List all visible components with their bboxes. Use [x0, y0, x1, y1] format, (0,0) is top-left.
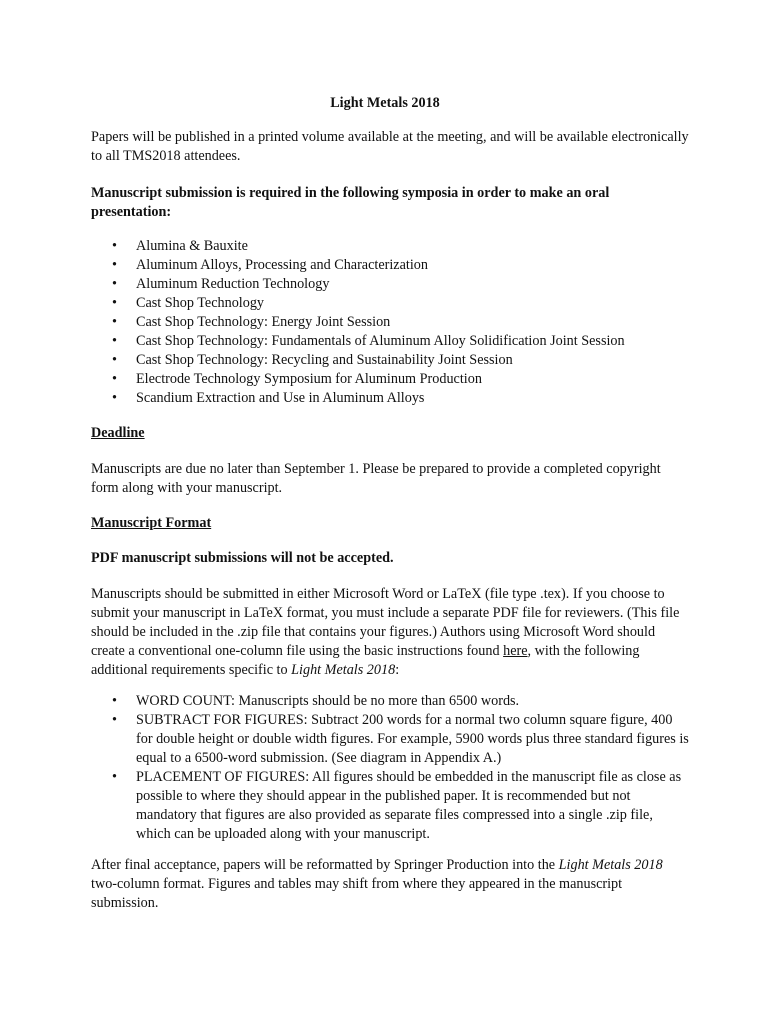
list-item: • PLACEMENT OF FIGURES: All figures should be embedded in the manuscript file as close as possible to where they should appear in the published paper. It is recommended but not mandatory that figures are also provided as separate files compressed into a single .zip file, which can be uploaded along with your manuscript.: [112, 769, 682, 842]
instructions-link[interactable]: here: [503, 643, 528, 659]
format-heading: Manuscript Format: [91, 515, 212, 531]
bullet-icon: •: [112, 693, 117, 709]
symposia-list: [91, 237, 691, 408]
list-item: • Cast Shop Technology: Recycling and Sustainability Joint Session: [112, 352, 513, 368]
deadline-paragraph: Manuscripts are due no later than September 1. Please be prepared to provide a completed copyright form along with your manuscript.: [91, 461, 661, 496]
bullet-icon: •: [112, 257, 117, 273]
list-item: • Aluminum Alloys, Processing and Characterization: [112, 257, 428, 273]
document-title: Light Metals 2018: [330, 95, 440, 111]
list-item: • Cast Shop Technology: Energy Joint Session: [112, 314, 391, 330]
list-item: • Scandium Extraction and Use in Aluminum Alloys: [112, 390, 425, 406]
bullet-icon: •: [112, 390, 117, 406]
list-item: • Electrode Technology Symposium for Aluminum Production: [112, 371, 482, 387]
list-item: • WORD COUNT: Manuscripts should be no more than 6500 words.: [112, 693, 520, 709]
closing-paragraph: After final acceptance, papers will be reformatted by Springer Production into the Light Metals 2018 two-column format. Figures and tables may shift from where they appeared in the manuscript submission.: [91, 857, 663, 911]
pdf-note: PDF manuscript submissions will not be accepted.: [91, 550, 394, 566]
list-item: • Cast Shop Technology: Fundamentals of Aluminum Alloy Solidification Joint Session: [112, 333, 625, 349]
bullet-icon: •: [112, 333, 117, 349]
list-item: • SUBTRACT FOR FIGURES: Subtract 200 words for a normal two column square figure, 400 for double height or double width figures. For example, 5900 words plus three standard figures is equal to a 6500-word submission. (See diagram in Appendix A.): [112, 712, 689, 766]
intro-paragraph: Papers will be published in a printed volume available at the meeting, and will be available electronically to all TMS2018 attendees.: [91, 129, 689, 164]
bullet-icon: •: [112, 769, 117, 785]
requirement-heading: Manuscript submission is required in the following symposia in order to make an oral presentation:: [91, 185, 610, 220]
bullet-icon: •: [112, 371, 117, 387]
bullet-icon: •: [112, 712, 117, 728]
format-paragraph: Manuscripts should be submitted in either Microsoft Word or LaTeX (file type .tex). If you choose to submit your manuscript in LaTeX format, you must include a separate PDF file for reviewers. (This file should be included in the .zip file that contains your figures.) Authors using Microsoft Word should create a conventional one-column file using the basic instructions found here, with the following additional requirements specific to Light Metals 2018:: [91, 586, 680, 678]
deadline-heading: Deadline: [91, 425, 145, 441]
bullet-icon: •: [112, 352, 117, 368]
bullet-icon: •: [112, 314, 117, 330]
list-item: • Cast Shop Technology: [112, 295, 265, 311]
bullet-icon: •: [112, 238, 117, 254]
bullet-icon: •: [112, 295, 117, 311]
requirements-list: [91, 692, 691, 844]
list-item: • Aluminum Reduction Technology: [112, 276, 330, 292]
list-item: • Alumina & Bauxite: [112, 238, 248, 254]
bullet-icon: •: [112, 276, 117, 292]
